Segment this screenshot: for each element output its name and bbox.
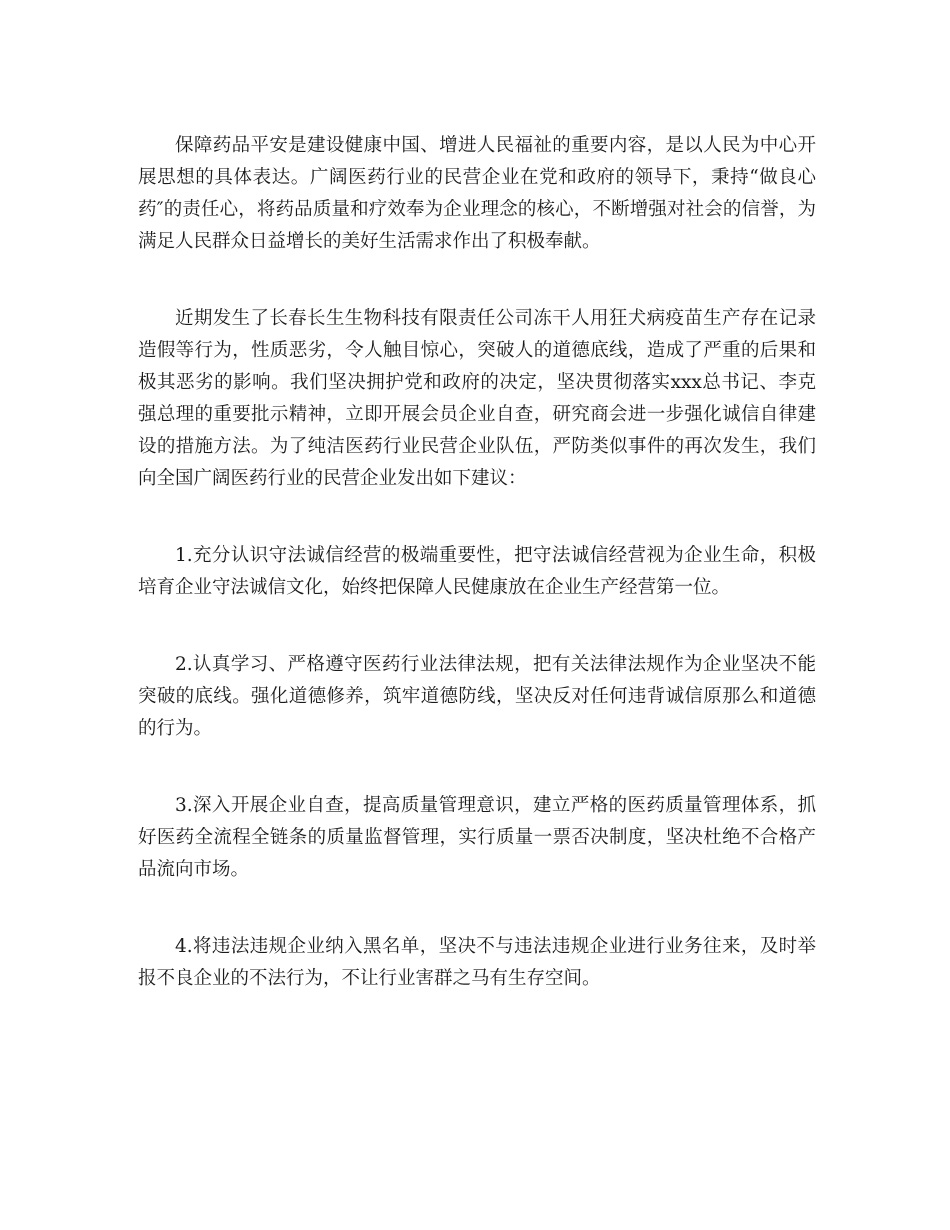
incident-paragraph: 近期发生了长春长生生物科技有限责任公司冻干人用狂犬病疫苗生产存在记录造假等行为，性质恶劣，令人触目惊心，突破人的道德底线，造成了严重的后果和极其恶劣的影响。我们坚决拥护党和政府的决定，坚决贯彻落实xxx总书记、李克强总理的重要批示精神，立即开展会员企业自查，研究商会进一步强化诚信自律建设的措施方法。为了纯洁医药行业民营企业队伍，严防类似事件的再次发生，我们向全国广阔医药行业的民营企业发出如下建议： <box>138 308 816 489</box>
proposal-item-1: 1.充分认识守法诚信经营的极端重要性，把守法诚信经营视为企业生命，积极培育企业守法诚信文化，始终把保障人民健康放在企业生产经营第一位。 <box>138 545 816 598</box>
intro-paragraph: 保障药品平安是建设健康中国、增进人民福祉的重要内容，是以人民为中心开展思想的具体表达。广阔医药行业的民营企业在党和政府的领导下，秉持“做良心药″的责任心，将药品质量和疗效奉为企业理念的核心，不断增强对社会的信誉，为满足人民群众日益增长的美好生活需求作出了积极奉献。 <box>138 135 816 252</box>
proposal-item-2: 2.认真学习、严格遵守医药行业法律法规，把有关法律法规作为企业坚决不能突破的底线。强化道德修养，筑牢道德防线，坚决反对任何违背诚信原那么和道德的行为。 <box>138 654 816 739</box>
proposal-item-4: 4.将违法违规企业纳入黑名单，坚决不与违法违规企业进行业务往来，及时举报不良企业的不法行为，不让行业害群之马有生存空间。 <box>138 936 816 989</box>
proposal-item-3: 3.深入开展企业自查，提高质量管理意识，建立严格的医药质量管理体系，抓好医药全流程全链条的质量监督管理，实行质量一票否决制度，坚决杜绝不合格产品流向市场。 <box>138 795 816 880</box>
document-body <box>138 130 816 1040</box>
